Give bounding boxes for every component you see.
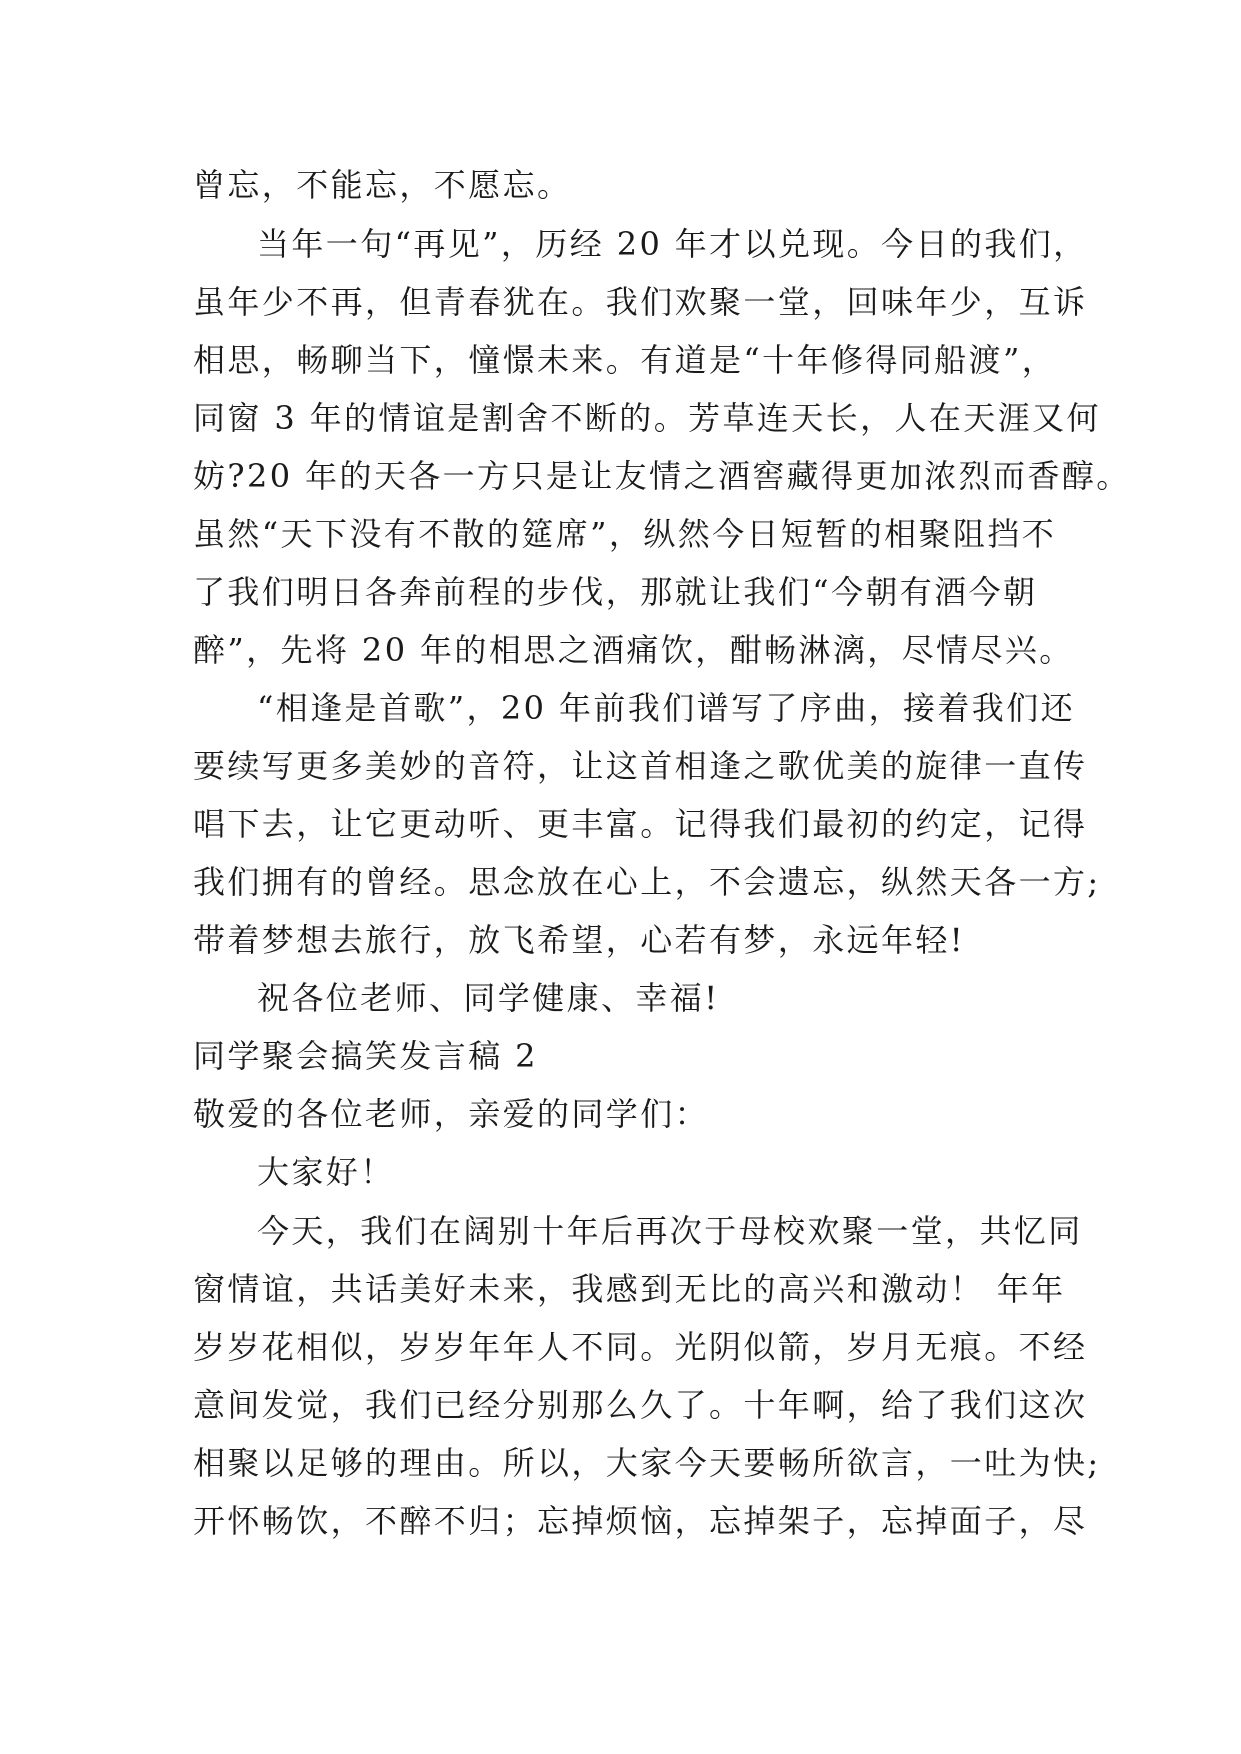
text-line: 同窗 3 年的情谊是割舍不断的。芳草连天长，人在天涯又何 xyxy=(193,399,1101,437)
paragraph-first-line: 当年一句“再见”，历经 20 年才以兑现。今日的我们， xyxy=(257,225,1088,263)
text-line: 要续写更多美妙的音符，让这首相逢之歌优美的旋律一直传 xyxy=(193,747,1088,785)
salutation: 敬爱的各位老师，亲爱的同学们： xyxy=(193,1095,710,1133)
greeting: 大家好！ xyxy=(257,1153,395,1191)
text-line: 曾忘，不能忘，不愿忘。 xyxy=(193,166,572,204)
text-line: 相聚以足够的理由。所以，大家今天要畅所欲言，一吐为快; xyxy=(193,1444,1101,1482)
section-title: 同学聚会搞笑发言稿 2 xyxy=(193,1037,538,1075)
text-line: 虽然“天下没有不散的筵席”，纵然今日短暂的相聚阻挡不 xyxy=(193,515,1057,553)
text-line: 唱下去，让它更动听、更丰富。记得我们最初的约定，记得 xyxy=(193,805,1088,843)
text-line: 我们拥有的曾经。思念放在心上，不会遗忘，纵然天各一方; xyxy=(193,863,1101,901)
paragraph-first-line: “相逢是首歌”，20 年前我们谱写了序曲，接着我们还 xyxy=(257,689,1076,727)
text-line: 带着梦想去旅行，放飞希望，心若有梦，永远年轻! xyxy=(193,921,966,959)
text-line: 开怀畅饮，不醉不归；忘掉烦恼，忘掉架子，忘掉面子，尽 xyxy=(193,1502,1088,1540)
closing-wish: 祝各位老师、同学健康、幸福! xyxy=(257,979,720,1017)
text-line: 虽年少不再，但青春犹在。我们欢聚一堂，回味年少，互诉 xyxy=(193,283,1088,321)
text-line: 意间发觉，我们已经分别那么久了。十年啊，给了我们这次 xyxy=(193,1386,1088,1424)
text-line: 窗情谊，共话美好未来，我感到无比的高兴和激动！ 年年 xyxy=(193,1270,1066,1308)
text-line: 了我们明日各奔前程的步伐，那就让我们“今朝有酒今朝 xyxy=(193,573,1038,611)
text-line: 醉”，先将 20 年的相思之酒痛饮，酣畅淋漓，尽情尽兴。 xyxy=(193,631,1074,669)
text-line: 岁岁花相似，岁岁年年人不同。光阴似箭，岁月无痕。不经 xyxy=(193,1328,1088,1366)
text-line: 相思，畅聊当下，憧憬未来。有道是“十年修得同船渡”， xyxy=(193,341,1057,379)
paragraph-first-line: 今天，我们在阔别十年后再次于母校欢聚一堂，共忆同 xyxy=(257,1212,1083,1250)
text-line: 妨?20 年的天各一方只是让友情之酒窖藏得更加浓烈而香醇。 xyxy=(193,457,1131,495)
